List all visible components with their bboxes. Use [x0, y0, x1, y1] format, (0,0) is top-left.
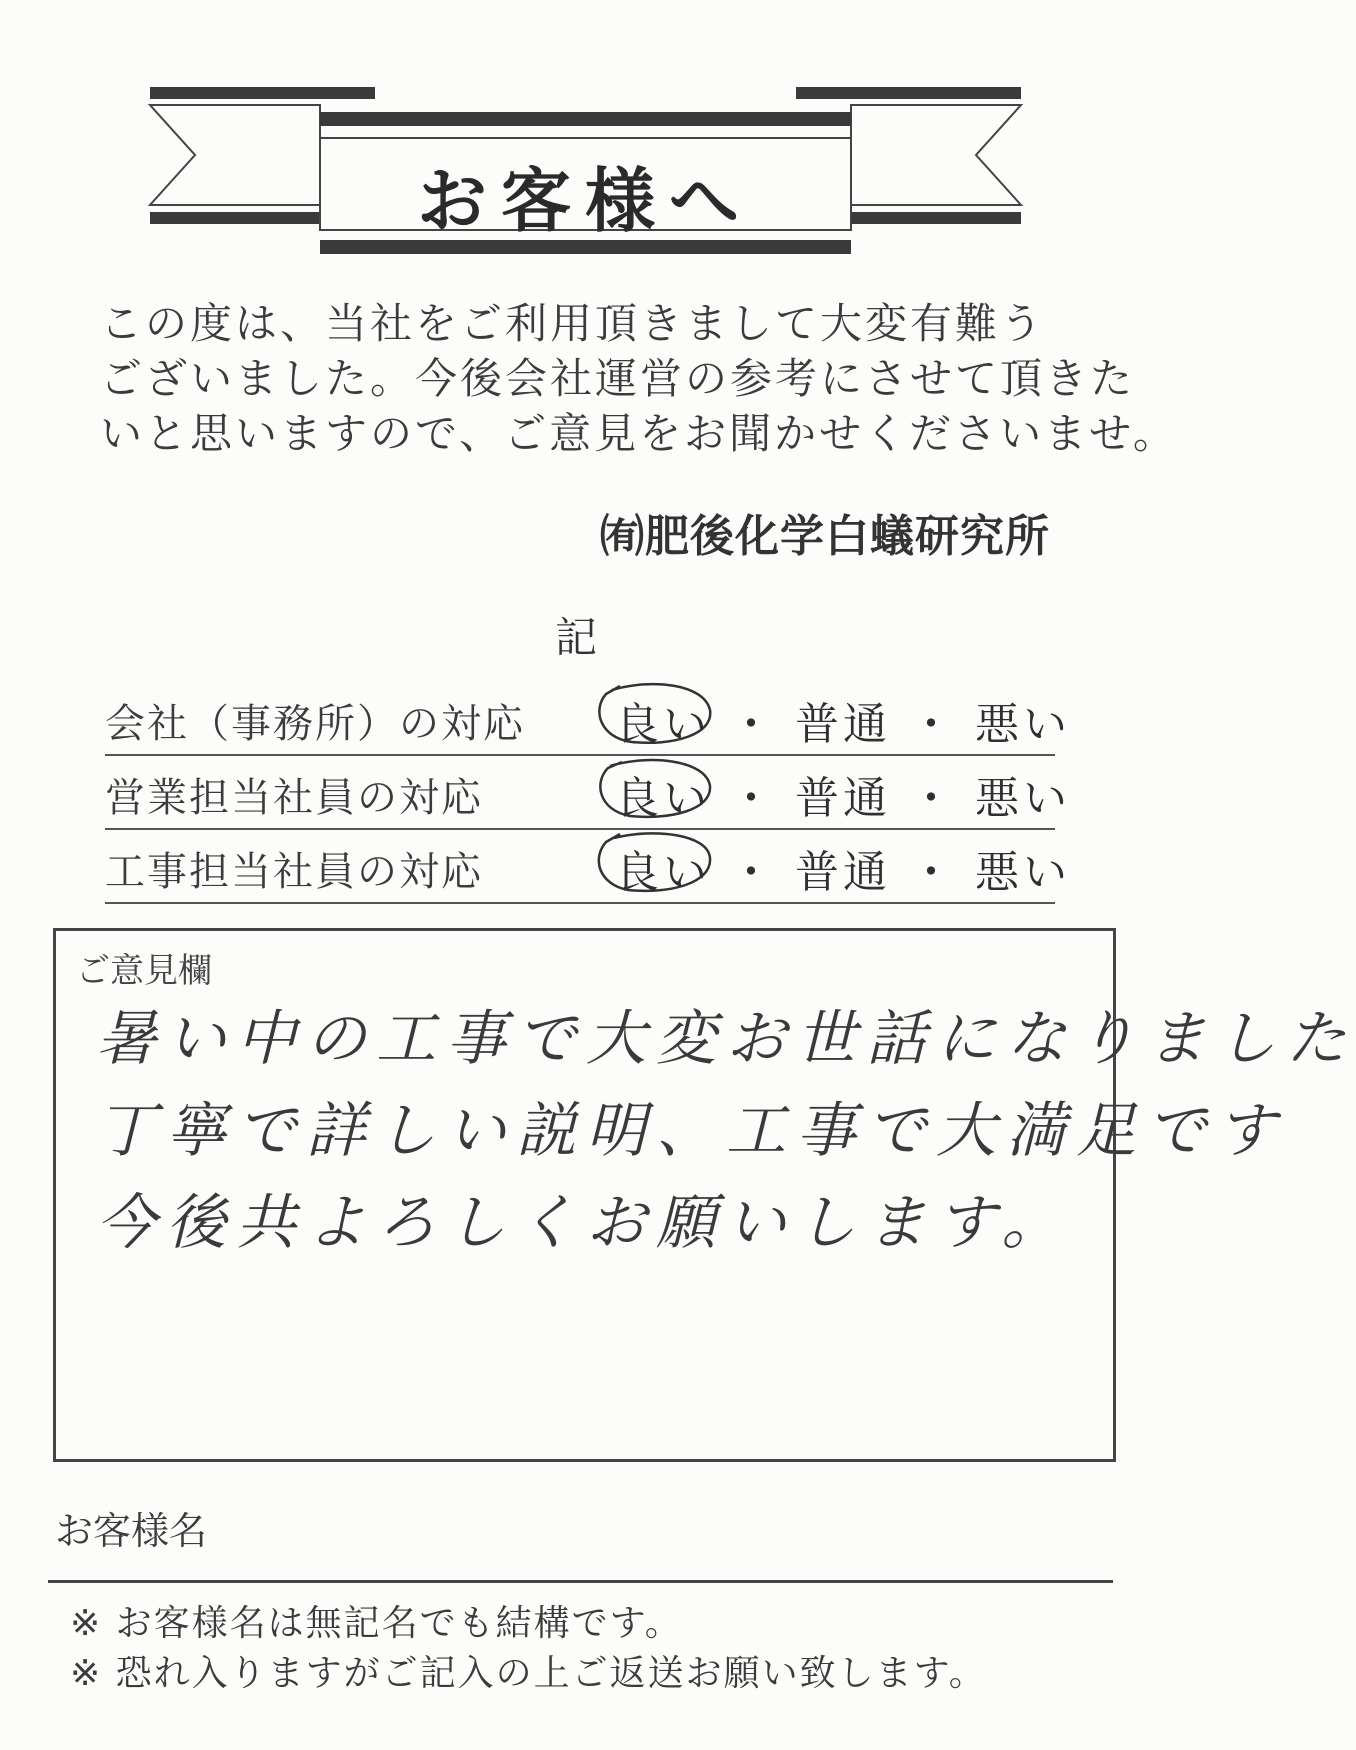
- comment-box[interactable]: [53, 928, 1356, 1462]
- option-separator: ・: [729, 847, 777, 898]
- rating-row-company: [105, 680, 1071, 756]
- intro-text: [100, 296, 1178, 461]
- rating-label: 営業担当社員の対応: [105, 775, 483, 821]
- rating-options: [615, 836, 1071, 900]
- option-good[interactable]: 良い: [615, 847, 711, 898]
- handwritten-line: 暑い中の工事で大変お世話になりました: [96, 1004, 1356, 1074]
- option-good[interactable]: 良い: [615, 699, 711, 750]
- intro-line: この度は、当社をご利用頂きまして大変有難う: [100, 299, 1046, 348]
- option-separator: ・: [909, 847, 957, 898]
- rating-options: [615, 762, 1071, 826]
- option-good[interactable]: 良い: [615, 773, 711, 824]
- option-bad[interactable]: 悪い: [975, 773, 1071, 824]
- handwritten-line: 丁寧で詳しい説明、工事で大満足です: [96, 1096, 1286, 1166]
- intro-line: いと思いますので、ご意見をお聞かせくださいませ。: [100, 409, 1178, 458]
- customer-name-label: お客様名: [55, 1509, 208, 1553]
- comment-label: ご意見欄: [76, 951, 212, 991]
- note-anonymous: ※ お客様名は無記名でも結構です。: [70, 1603, 683, 1644]
- customer-name-underline: [48, 1580, 1113, 1583]
- option-normal[interactable]: 普通: [795, 699, 891, 750]
- rating-row-sales: [105, 754, 1071, 830]
- note-return: ※ 恐れ入りますがご記入の上ご返送お願い致します。: [70, 1653, 987, 1694]
- option-separator: ・: [729, 773, 777, 824]
- customer-name-field[interactable]: [260, 1500, 1060, 1560]
- intro-line: ございました。今後会社運営の参考にさせて頂きた: [100, 354, 1136, 403]
- rating-options: [615, 688, 1071, 752]
- ki-heading: 記: [555, 613, 598, 662]
- option-separator: ・: [909, 773, 957, 824]
- option-separator: ・: [909, 699, 957, 750]
- option-normal[interactable]: 普通: [795, 847, 891, 898]
- option-separator: ・: [729, 699, 777, 750]
- page-title: お客様へ: [417, 159, 753, 242]
- rating-label: 会社（事務所）の対応: [105, 701, 525, 747]
- option-bad[interactable]: 悪い: [975, 847, 1071, 898]
- rating-label: 工事担当社員の対応: [105, 849, 483, 895]
- company-name: ㈲肥後化学白蟻研究所: [600, 511, 1050, 562]
- option-bad[interactable]: 悪い: [975, 699, 1071, 750]
- rating-row-construction: [105, 828, 1071, 904]
- option-normal[interactable]: 普通: [795, 773, 891, 824]
- handwritten-line: 今後共よろしくお願いします。: [96, 1188, 1072, 1258]
